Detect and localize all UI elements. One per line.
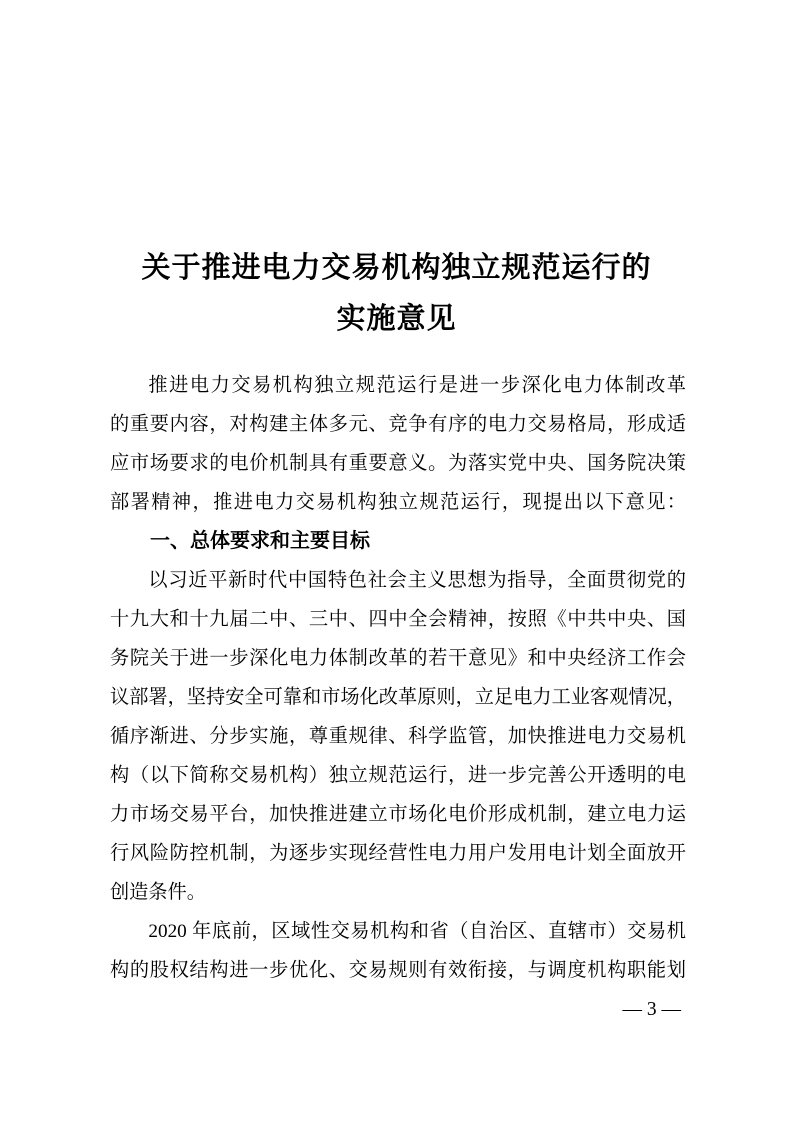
body-line: 议部署，坚持安全可靠和市场化改革原则，立足电力工业客观情况， [110,687,686,708]
body-line: 部署精神，推进电力交易机构独立规范运行，现提出以下意见： [110,492,686,513]
body-line: 构的股权结构进一步优化、交易规则有效衔接，与调度机构职能划 [110,960,686,981]
document-title-line-1: 关于推进电力交易机构独立规范运行的 [141,252,652,284]
document-body [110,366,686,990]
body-line: 务院关于进一步深化电力体制改革的若干意见》和中央经济工作会 [110,648,686,669]
body-line: 以习近平新时代中国特色社会主义思想为指导，全面贯彻党的 [148,570,686,591]
section-heading: 一、总体要求和主要目标 [150,530,370,552]
body-line: 力市场交易平台，加快推进建立市场化电价形成机制，建立电力运 [110,804,686,825]
page-number: — 3 — [622,999,681,1020]
body-line: 创造条件。 [110,882,206,903]
document-title [0,243,793,345]
body-line: 循序渐进、分步实施，尊重规律、科学监管，加快推进电力交易机 [110,726,686,747]
body-line: 行风险防控机制，为逐步实现经营性电力用户发用电计划全面放开 [110,843,686,864]
body-line: 2020 年底前，区域性交易机构和省（自治区、直辖市）交易机 [148,921,686,942]
body-line: 十九大和十九届二中、三中、四中全会精神，按照《中共中央、国 [110,609,686,630]
body-line: 构（以下简称交易机构）独立规范运行，进一步完善公开透明的电 [110,765,686,786]
body-line: 应市场要求的电价机制具有重要意义。为落实党中央、国务院决策 [110,453,686,474]
body-line: 推进电力交易机构独立规范运行是进一步深化电力体制改革 [148,375,686,396]
document-title-line-2: 实施意见 [336,303,457,335]
body-line: 的重要内容，对构建主体多元、竞争有序的电力交易格局，形成适 [110,414,686,435]
